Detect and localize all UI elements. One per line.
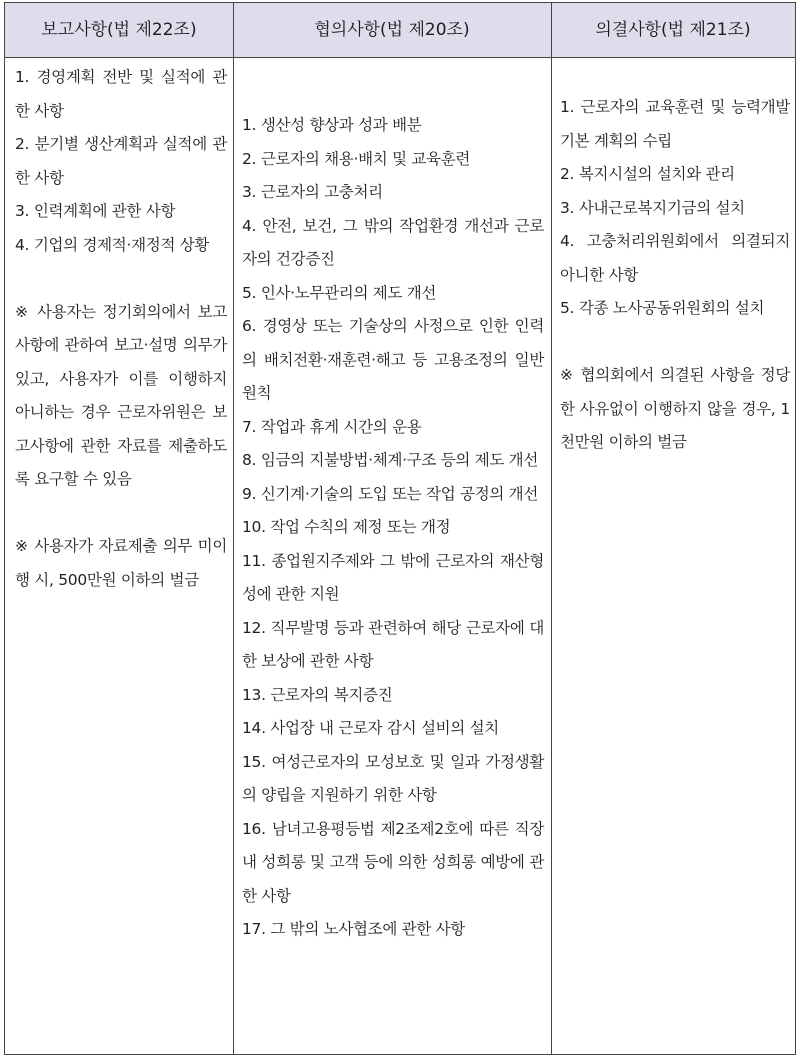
- consult-item: 6. 경영상 또는 기술상의 사정으로 인한 인력의 배치전환·재훈련·해고 등 고용조정의 일반원칙: [242, 317, 544, 402]
- column-divider: [233, 3, 234, 1054]
- consult-item: 1. 생산성 향상과 성과 배분: [242, 116, 422, 134]
- header-report: 보고사항(법 제22조): [41, 20, 197, 40]
- matters-table: [4, 2, 796, 1055]
- consult-item: 16. 남녀고용평등법 제2조제2호에 따른 직장 내 성희롱 및 고객 등에 의한 성희롱 예방에 관한 사항: [242, 819, 544, 905]
- column-divider: [551, 3, 552, 1054]
- report-note: ※ 사용자가 자료제출 의무 미이행 시, 500만원 이하의 벌금: [15, 537, 227, 589]
- consult-item: 8. 임금의 지불방법·체계·구조 등의 제도 개선: [242, 451, 539, 469]
- report-item: 1. 경영계획 전반 및 실적에 관한 사항: [15, 68, 227, 120]
- consult-item: 5. 인사·노무관리의 제도 개선: [242, 283, 437, 302]
- consult-item: 17. 그 밖의 노사협조에 관한 사항: [242, 920, 465, 938]
- consult-item: 10. 작업 수칙의 제정 또는 개정: [242, 518, 451, 536]
- report-item: 2. 분기별 생산계획과 실적에 관한 사항: [15, 135, 227, 187]
- consult-item: 3. 근로자의 고충처리: [242, 183, 383, 201]
- consult-cell: [242, 109, 544, 947]
- consult-item: 15. 여성근로자의 모성보호 및 일과 가정생활의 양립을 지원하기 위한 사항: [242, 752, 544, 804]
- consult-item: 7. 작업과 휴게 시간의 운용: [242, 417, 422, 436]
- report-item: 3. 인력계획에 관한 사항: [15, 202, 176, 220]
- resolve-item: 4. 고충처리위원회에서 의결되지 아니한 사항: [560, 232, 790, 284]
- consult-item: 11. 종업원지주제와 그 밖에 근로자의 재산형성에 관한 지원: [242, 551, 544, 603]
- resolve-item: 2. 복지시설의 설치와 관리: [560, 165, 735, 183]
- consult-item: 13. 근로자의 복지증진: [242, 685, 393, 704]
- consult-item: 12. 직무발명 등과 관련하여 해당 근로자에 대한 보상에 관한 사항: [242, 618, 544, 670]
- consult-item: 9. 신기계·기술의 도입 또는 작업 공정의 개선: [242, 484, 539, 503]
- consult-item: 2. 근로자의 채용·배치 및 교육훈련: [242, 149, 471, 168]
- consult-item: 4. 안전, 보건, 그 밖의 작업환경 개선과 근로자의 건강증진: [242, 216, 544, 268]
- resolve-item: 3. 사내근로복지기금의 설치: [560, 198, 745, 217]
- resolve-item: 1. 근로자의 교육훈련 및 능력개발 기본 계획의 수립: [560, 98, 790, 150]
- report-cell: [15, 61, 227, 597]
- resolve-item: 5. 각종 노사공동위원회의 설치: [560, 299, 765, 317]
- header-consult: 협의사항(법 제20조): [314, 20, 470, 40]
- table-header-row: [5, 3, 795, 58]
- consult-item: 14. 사업장 내 근로자 감시 설비의 설치: [242, 719, 499, 737]
- resolve-cell: [560, 91, 790, 460]
- report-note: ※ 사용자는 정기회의에서 보고사항에 관하여 보고·설명 의무가 있고, 사용자가 이를 이행하지 아니하는 경우 근로자위원은 보고사항에 관한 자료를 제출하도록 요구할 수 있음: [15, 302, 227, 488]
- header-resolve: 의결사항(법 제21조): [595, 20, 751, 40]
- report-item: 4. 기업의 경제적·재정적 상황: [15, 235, 210, 254]
- resolve-note: ※ 협의회에서 의결된 사항을 정당한 사유없이 이행하지 않을 경우, 1천만원 이하의 벌금: [560, 366, 790, 451]
